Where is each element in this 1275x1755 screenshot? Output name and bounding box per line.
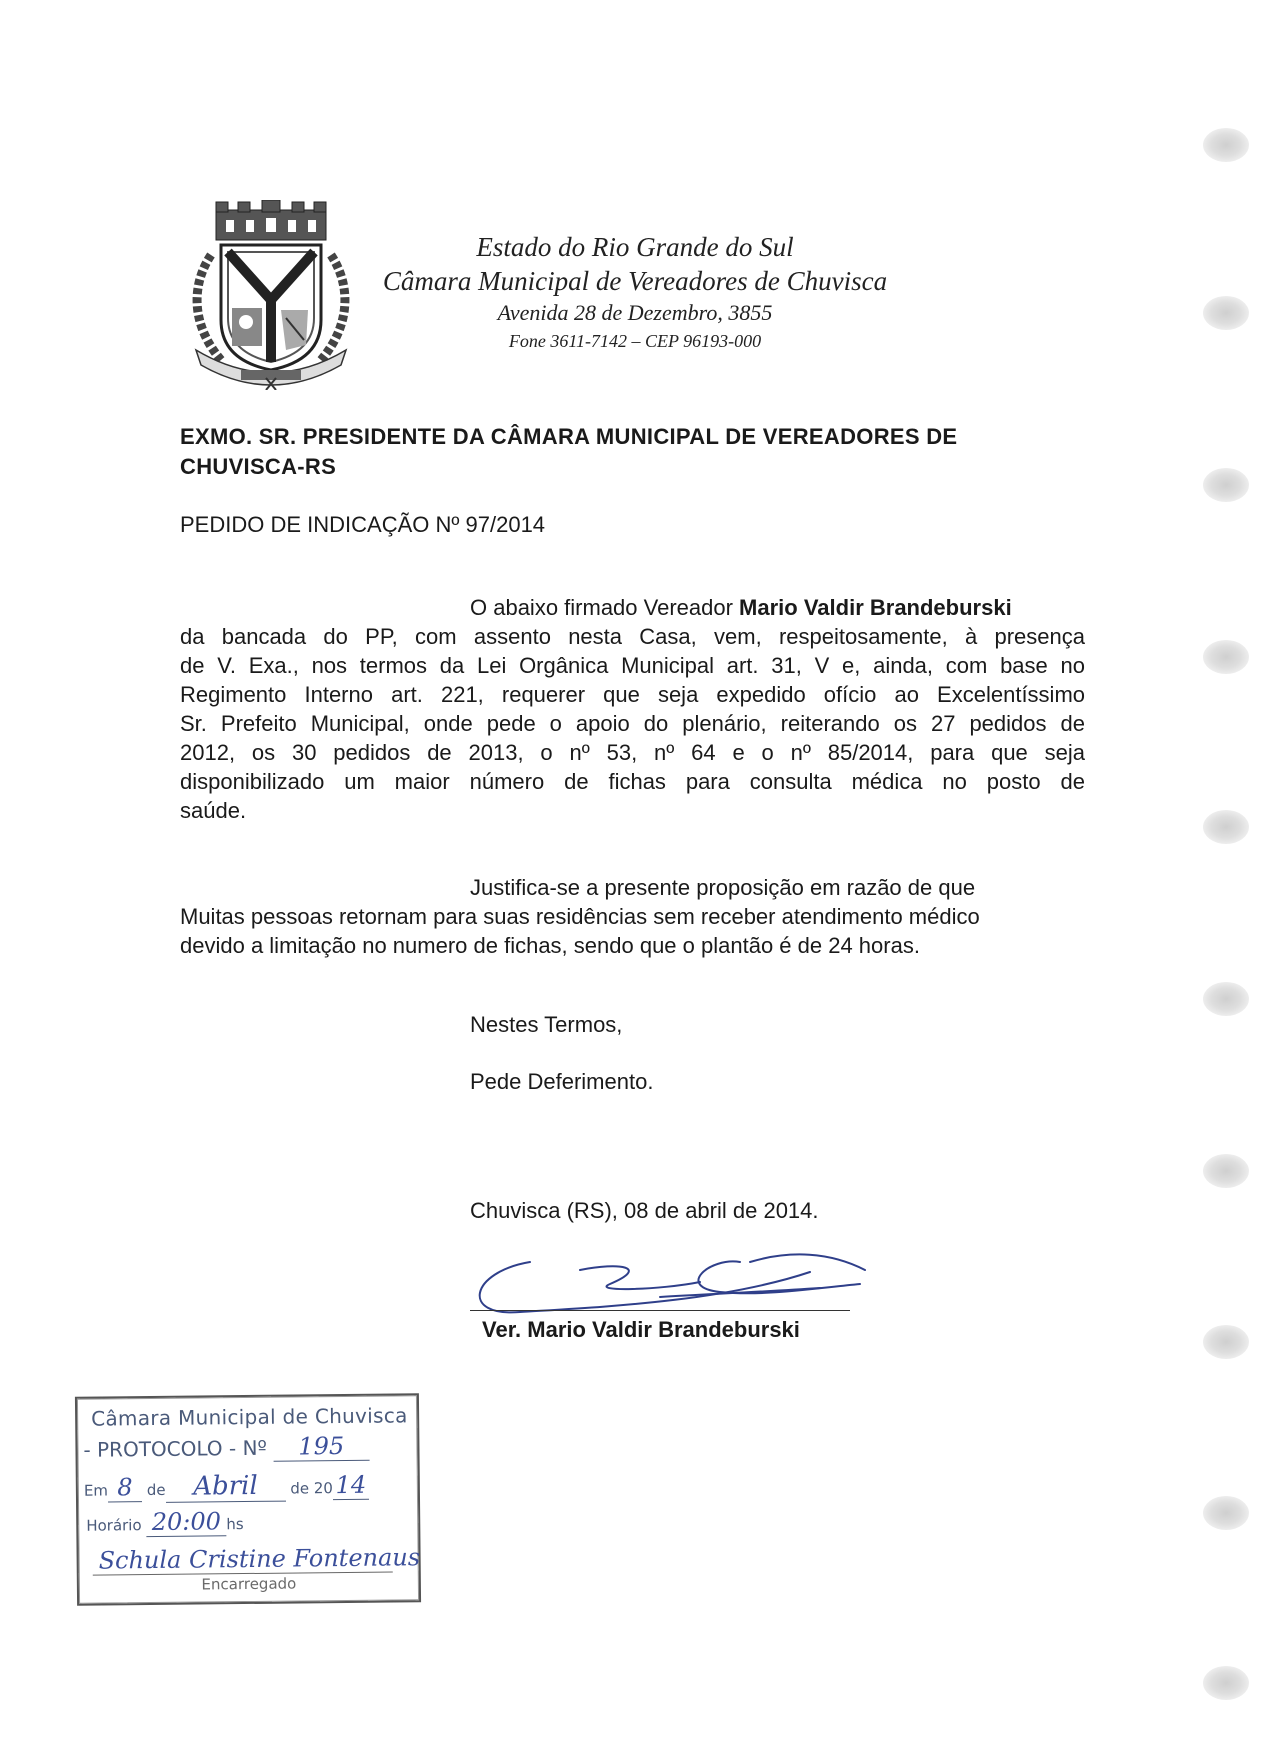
stamp-year-label: de 20: [290, 1479, 333, 1498]
body-paragraph-1: [180, 593, 1085, 825]
letterhead-chamber: Câmara Municipal de Vereadores de Chuvisca: [382, 266, 888, 296]
paragraph-line: 2012, os 30 pedidos de 2013, o nº 53, nº 64 e o nº 85/2014, para que seja: [180, 740, 1085, 765]
addressee-line: CHUVISCA-RS: [180, 454, 337, 479]
letterhead: [355, 230, 915, 354]
closing-terms: Nestes Termos,: [470, 1012, 623, 1037]
paragraph-line: saúde.: [180, 798, 247, 823]
paragraph-intro: O abaixo firmado Vereador: [470, 595, 740, 620]
stamp-day: 8: [108, 1473, 142, 1502]
punch-hole: [1203, 296, 1249, 330]
stamp-de-label: de: [146, 1480, 166, 1500]
punch-hole: [1203, 982, 1249, 1016]
body-paragraph-2: [180, 873, 1085, 960]
punch-hole: [1203, 468, 1249, 502]
punch-hole: [1203, 640, 1249, 674]
councilman-name: Mario Valdir Brandeburski: [739, 595, 1012, 620]
stamp-time: 20:00: [146, 1507, 226, 1537]
stamp-horario-label: Horário: [86, 1516, 142, 1535]
coat-of-arms-icon: [186, 200, 356, 390]
paragraph-line: da bancada do PP, com assento nesta Casa, vem, respeitosamente, à presença: [180, 624, 1085, 649]
stamp-protocol-label: - PROTOCOLO - Nº: [83, 1435, 268, 1462]
paragraph-text: Justifica-se a presente proposição em razão de que: [470, 875, 976, 900]
punch-hole: [1203, 810, 1249, 844]
closing-request: Pede Deferimento.: [470, 1069, 654, 1094]
letterhead-address: Avenida 28 de Dezembro, 3855: [497, 300, 773, 325]
paragraph-line: devido a limitação no numero de fichas, sendo que o plantão é de 24 horas.: [180, 933, 920, 958]
paragraph-line: Regimento Interno art. 221, requerer que seja expedido ofício ao Excelentíssimo: [180, 682, 1085, 707]
stamp-encarregado-label: Encarregado: [201, 1574, 297, 1594]
paragraph-line: Muitas pessoas retornam para suas residências sem receber atendimento médico: [180, 904, 980, 929]
document-title: PEDIDO DE INDICAÇÃO Nº 97/2014: [180, 512, 546, 537]
punch-hole: [1203, 1666, 1249, 1700]
paragraph-line: disponibilizado um maior número de fichas para consulta médica no posto de: [180, 769, 1085, 794]
letterhead-state: Estado do Rio Grande do Sul: [476, 232, 794, 262]
punch-hole: [1203, 128, 1249, 162]
stamp-hs-label: hs: [226, 1515, 244, 1534]
stamp-protocol-row: [83, 1432, 369, 1464]
punch-hole: [1203, 1325, 1249, 1359]
paragraph-line: Sr. Prefeito Municipal, onde pede o apoio do plenário, reiterando os 27 pedidos de: [180, 711, 1085, 736]
stamp-signer-signature: Schula Cristine Fontenaus: [98, 1543, 421, 1575]
paragraph-line: de V. Exa., nos termos da Lei Orgânica Municipal art. 31, V e, ainda, com base no: [180, 653, 1085, 678]
stamp-year: 14: [333, 1471, 369, 1500]
closing-date: Chuvisca (RS), 08 de abril de 2014.: [470, 1198, 819, 1223]
protocol-stamp: [75, 1393, 421, 1606]
letterhead-phone: Fone 3611-7142 – CEP 96193-000: [508, 331, 762, 351]
punch-hole: [1203, 1154, 1249, 1188]
paragraph-line: [180, 873, 1085, 902]
paragraph-line: [180, 593, 1085, 622]
stamp-month: Abril: [165, 1471, 285, 1503]
stamp-em-label: Em: [83, 1481, 109, 1500]
stamp-title: Câmara Municipal de Chuvisca: [91, 1403, 408, 1431]
punch-hole: [1203, 1496, 1249, 1530]
stamp-date-row: [84, 1470, 369, 1504]
signature-line: [470, 1310, 850, 1311]
addressee-line: EXMO. SR. PRESIDENTE DA CÂMARA MUNICIPAL DE VEREADORES DE: [180, 424, 958, 449]
addressee: [180, 422, 1085, 482]
stamp-protocol-number: 195: [273, 1432, 369, 1462]
signer-name: Ver. Mario Valdir Brandeburski: [482, 1317, 800, 1342]
stamp-time-row: [86, 1507, 244, 1538]
